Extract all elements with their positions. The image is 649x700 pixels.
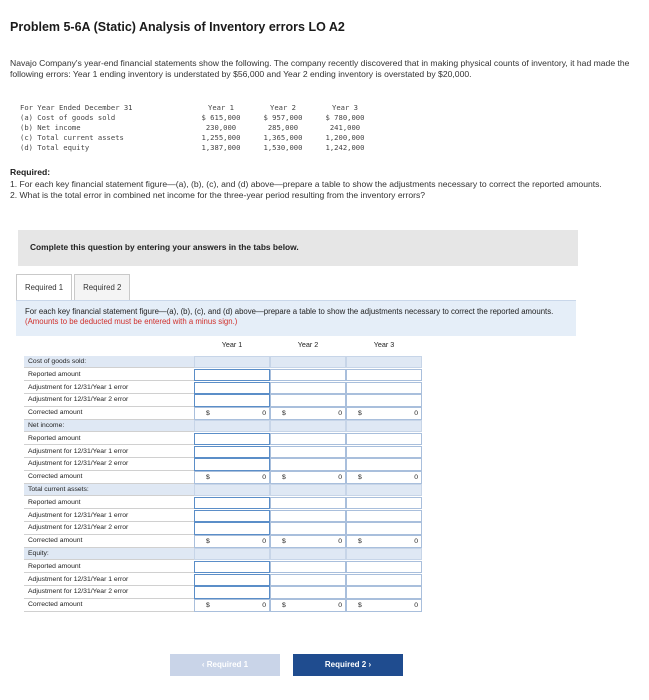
currency-symbol: $ <box>282 410 286 418</box>
prev-button-label: Required 1 <box>206 660 249 669</box>
column-header: Year 1 <box>221 340 243 349</box>
given-row <box>20 133 376 143</box>
page-frame <box>6 6 643 694</box>
row-label: Adjustment for 12/31/Year 2 error <box>24 394 194 406</box>
amount-input[interactable] <box>270 497 346 509</box>
total-value: 0 <box>338 602 342 610</box>
given-row <box>20 143 376 153</box>
given-row-value: 230,000 <box>205 123 237 132</box>
given-row-value: 1,242,000 <box>325 143 365 152</box>
total-amount-cell <box>270 535 346 547</box>
section-blank-cell <box>194 548 270 560</box>
amount-input[interactable] <box>346 458 422 470</box>
row-label: Adjustment for 12/31/Year 1 error <box>24 382 194 394</box>
total-amount-cell <box>270 599 346 611</box>
given-financial-table <box>20 103 376 153</box>
currency-symbol: $ <box>206 602 210 610</box>
section-blank-cell <box>270 484 346 496</box>
amount-input[interactable] <box>194 458 270 470</box>
amount-input[interactable] <box>194 446 270 458</box>
tab-instruction <box>16 300 576 336</box>
amount-input[interactable] <box>270 369 346 381</box>
total-value: 0 <box>262 410 266 418</box>
section-title: Net income: <box>24 420 194 432</box>
total-value: 0 <box>338 410 342 418</box>
currency-symbol: $ <box>358 602 362 610</box>
total-value: 0 <box>414 410 418 418</box>
amount-input[interactable] <box>346 382 422 394</box>
amount-input[interactable] <box>270 433 346 445</box>
row-label: Reported amount <box>24 561 194 573</box>
given-header-year3: Year 3 <box>332 103 358 112</box>
prev-required-button[interactable] <box>170 654 280 676</box>
banner-text: Complete this question by entering your answers in the tabs below. <box>30 242 299 252</box>
amount-input[interactable] <box>194 433 270 445</box>
row-label: Reported amount <box>24 497 194 509</box>
instructions-banner <box>18 230 578 266</box>
amount-input[interactable] <box>270 382 346 394</box>
amount-input[interactable] <box>194 522 270 534</box>
given-header-year2: Year 2 <box>270 103 296 112</box>
given-row-label: (b) Net income <box>20 123 81 132</box>
given-row-value: 1,365,000 <box>263 133 303 142</box>
required-heading: Required: <box>10 167 51 177</box>
amount-input[interactable] <box>346 510 422 522</box>
total-amount-cell <box>346 535 422 547</box>
given-row <box>20 123 376 133</box>
currency-symbol: $ <box>282 474 286 482</box>
tab-required-2[interactable]: Required 2 <box>74 274 130 300</box>
total-row-label: Corrected amount <box>24 599 194 611</box>
section-blank-cell <box>270 548 346 560</box>
total-amount-cell <box>194 535 270 547</box>
chevron-left-icon: ‹ <box>201 660 207 669</box>
amount-input[interactable] <box>270 458 346 470</box>
total-value: 0 <box>262 538 266 546</box>
total-amount-cell <box>194 407 270 419</box>
given-row-label: (a) Cost of goods sold <box>20 113 116 122</box>
total-row-label: Corrected amount <box>24 535 194 547</box>
total-value: 0 <box>414 474 418 482</box>
row-label: Adjustment for 12/31/Year 1 error <box>24 574 194 586</box>
amount-input[interactable] <box>194 369 270 381</box>
currency-symbol: $ <box>206 474 210 482</box>
total-amount-cell <box>194 471 270 483</box>
given-row-value: 285,000 <box>267 123 299 132</box>
currency-symbol: $ <box>282 602 286 610</box>
total-amount-cell <box>346 599 422 611</box>
row-label: Adjustment for 12/31/Year 1 error <box>24 510 194 522</box>
required-2-text: 2. What is the total error in combined net income for the three-year period resulting from the inventory errors? <box>10 190 426 200</box>
total-value: 0 <box>262 474 266 482</box>
amount-input[interactable] <box>270 522 346 534</box>
given-row <box>20 113 376 123</box>
amount-input[interactable] <box>270 446 346 458</box>
amount-input[interactable] <box>270 574 346 586</box>
currency-symbol: $ <box>358 474 362 482</box>
row-label: Adjustment for 12/31/Year 2 error <box>24 458 194 470</box>
given-row-value: $ 957,000 <box>263 113 303 122</box>
section-blank-cell <box>346 356 422 368</box>
amount-input[interactable] <box>194 510 270 522</box>
amount-input[interactable] <box>346 433 422 445</box>
row-label: Reported amount <box>24 433 194 445</box>
section-blank-cell <box>346 548 422 560</box>
currency-symbol: $ <box>358 410 362 418</box>
section-blank-cell <box>194 420 270 432</box>
row-label: Reported amount <box>24 369 194 381</box>
amount-input[interactable] <box>346 446 422 458</box>
row-label: Adjustment for 12/31/Year 1 error <box>24 446 194 458</box>
amount-input[interactable] <box>194 497 270 509</box>
tab-bar <box>16 274 132 300</box>
total-value: 0 <box>338 474 342 482</box>
given-header-label: For Year Ended December 31 <box>20 103 133 112</box>
amount-input[interactable] <box>346 586 422 598</box>
total-value: 0 <box>338 538 342 546</box>
section-blank-cell <box>194 484 270 496</box>
chevron-right-icon: › <box>366 660 372 669</box>
row-label: Adjustment for 12/31/Year 2 error <box>24 522 194 534</box>
row-label: Adjustment for 12/31/Year 2 error <box>24 586 194 598</box>
currency-symbol: $ <box>358 538 362 546</box>
amount-input[interactable] <box>270 586 346 598</box>
given-row-value: 1,530,000 <box>263 143 303 152</box>
required-text <box>10 179 636 201</box>
given-row-label: (d) Total equity <box>20 143 90 152</box>
section-blank-cell <box>346 420 422 432</box>
amount-input[interactable] <box>194 394 270 406</box>
given-header-year1: Year 1 <box>208 103 234 112</box>
given-row-value: 1,200,000 <box>325 133 365 142</box>
next-button-label: Required 2 <box>324 660 367 669</box>
given-row-value: $ 615,000 <box>201 113 241 122</box>
given-header-row <box>20 103 376 113</box>
section-title: Cost of goods sold: <box>24 356 194 368</box>
amount-input[interactable] <box>194 382 270 394</box>
amount-input[interactable] <box>270 561 346 573</box>
total-amount-cell <box>270 471 346 483</box>
section-blank-cell <box>194 356 270 368</box>
page-title: Problem 5-6A (Static) Analysis of Inventory errors LO A2 <box>10 20 345 34</box>
instruction-text: For each key financial statement figure—(a), (b), (c), and (d) above—prepare a table to show the adjustments necessary to correct the reported amounts. <box>25 307 554 316</box>
amount-input[interactable] <box>346 522 422 534</box>
total-value: 0 <box>414 538 418 546</box>
given-row-value: 1,387,000 <box>201 143 241 152</box>
column-header: Year 2 <box>297 340 319 349</box>
amount-input[interactable] <box>346 561 422 573</box>
given-row-label: (c) Total current assets <box>20 133 124 142</box>
section-title: Equity: <box>24 548 194 560</box>
amount-input[interactable] <box>346 369 422 381</box>
currency-symbol: $ <box>282 538 286 546</box>
amount-input[interactable] <box>270 394 346 406</box>
amount-input[interactable] <box>346 497 422 509</box>
total-amount-cell <box>346 407 422 419</box>
column-header: Year 3 <box>373 340 395 349</box>
amount-input[interactable] <box>194 574 270 586</box>
section-blank-cell <box>346 484 422 496</box>
amount-input[interactable] <box>194 561 270 573</box>
total-value: 0 <box>262 602 266 610</box>
problem-intro: Navajo Company's year-end financial statements show the following. The company recently discovered that in making physical counts of inventory, it had made the following errors: Year 1 ending inventory is understated by $56,000 and Year 2 ending inventory is overstated by $20,000. <box>10 58 630 79</box>
next-required-button[interactable] <box>293 654 403 676</box>
total-amount-cell <box>346 471 422 483</box>
amount-input[interactable] <box>346 574 422 586</box>
total-row-label: Corrected amount <box>24 471 194 483</box>
amount-input[interactable] <box>346 394 422 406</box>
total-row-label: Corrected amount <box>24 407 194 419</box>
given-row-value: 1,255,000 <box>201 133 241 142</box>
section-blank-cell <box>270 356 346 368</box>
total-value: 0 <box>414 602 418 610</box>
currency-symbol: $ <box>206 538 210 546</box>
currency-symbol: $ <box>206 410 210 418</box>
tab-required-1[interactable]: Required 1 <box>16 274 72 300</box>
section-blank-cell <box>270 420 346 432</box>
total-amount-cell <box>194 599 270 611</box>
given-row-value: 241,000 <box>329 123 361 132</box>
amount-input[interactable] <box>270 510 346 522</box>
section-title: Total current assets: <box>24 484 194 496</box>
instruction-note: (Amounts to be deducted must be entered with a minus sign.) <box>25 317 238 326</box>
given-row-value: $ 780,000 <box>325 113 365 122</box>
amount-input[interactable] <box>194 586 270 598</box>
required-1-text: 1. For each key financial statement figure—(a), (b), (c), and (d) above—prepare a table to show the adjustments necessary to correct the reported amounts. <box>10 179 602 189</box>
total-amount-cell <box>270 407 346 419</box>
